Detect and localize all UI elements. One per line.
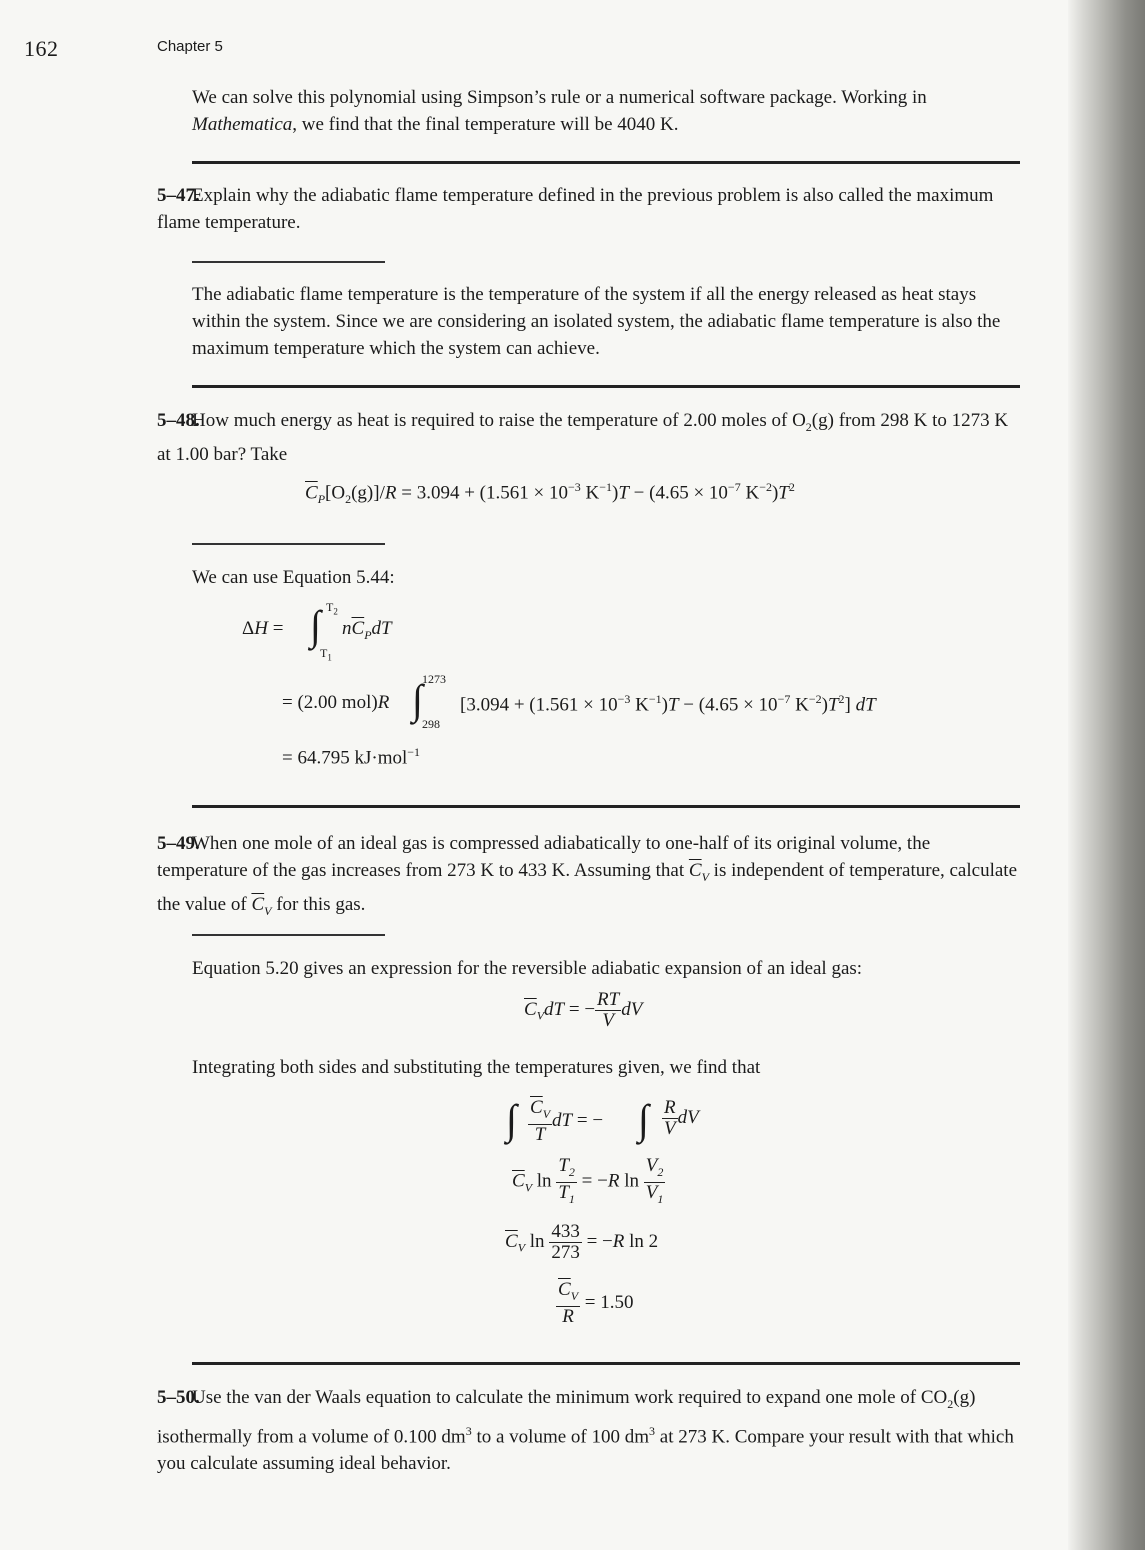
integrated-equation: ∫ $\frac{\overline{C}_V}{T}$ dT = − ∫ $\frac{R}{V}$ dV [506, 1095, 699, 1145]
section-divider [192, 1362, 1020, 1365]
problem-5-50: 5–50.Use the van der Waals equation to calculate the minimum work required to expand one mole of $CO_2(g)$ isothermally from a volume of 0.100 $dm^3$ to a volume of 100 $dm^3$ at 273 K. Compare your result with that which you calculate assuming ideal behavior. [157, 1384, 1022, 1477]
answer-5-49-integrating: Integrating both sides and substituting the temperatures given, we find that [192, 1057, 761, 1078]
problem-5-47 [157, 182, 1022, 236]
problem-number: 5–50. [157, 1387, 200, 1408]
page-binding-shadow [1068, 0, 1145, 1550]
heat-capacity-equation: $\overline{C}_P[O_2(g)]/R = 3.094 + (1.561 \times 10^{-3}$ $K^{-1})T - (4.65 \times 10^{-7}$ $K^{-2})T^2$ [305, 480, 795, 507]
answer-divider [192, 934, 385, 936]
chapter-header: Chapter 5 [157, 38, 223, 55]
answer-divider [192, 261, 385, 263]
answer-5-49-intro: Equation 5.20 gives an expression for the reversible adiabatic expansion of an ideal gas: [192, 958, 863, 979]
intro-paragraph: We can solve this polynomial using Simpson’s rule or a numerical software package. Working in Mathematica, we find that the final temperature will be 4040 K. [192, 87, 927, 135]
enthalpy-integral-substituted: = (2.00 mol)R ∫ 1273 298 [$3.094 + (1.561 \times 10^{-3}$ $K^{-1})T - (4.65 \times 10^{-7}$ $K^{-2})T^2$] dT [282, 672, 876, 731]
problem-number: 5–48. [157, 410, 200, 431]
problem-5-48: 5–48.How much energy as heat is required to raise the temperature of 2.00 moles of $O_2(g)$ from 298 K to 1273 K at 1.00 bar? Take [157, 407, 1022, 468]
problem-number: 5–47. [157, 185, 200, 206]
section-divider [192, 385, 1020, 388]
adiabatic-expansion-equation: $\overline{C}_VdT$ = − $\frac{RT}{V}$ dV [524, 989, 643, 1031]
enthalpy-integral: ΔH = ∫ $T_2$ $T_1$ $n\overline{C}_PdT$ [242, 600, 392, 663]
answer-5-47: The adiabatic flame temperature is the temperature of the system if all the energy released as heat stays within the system. Since we are considering an isolated system, the adiabatic flame temperature is also the maximum temperature which the system can achieve. [192, 284, 1001, 359]
answer-5-48-intro: We can use Equation 5.44: [192, 567, 395, 588]
problem-question: Explain why the adiabatic flame temperature defined in the previous problem is also called the maximum flame temperature. [157, 185, 994, 233]
section-divider [192, 805, 1020, 808]
page-number: 162 [24, 36, 59, 61]
heat-capacity-result: $\frac{\overline{C}_V}{R}$ = 1.50 [558, 1279, 634, 1327]
problem-number: 5–49. [157, 833, 200, 854]
section-divider [192, 161, 1020, 164]
substituted-log-equation: $\overline{C}_V$ ln $\frac{433}{273}$ = −R ln 2 [505, 1221, 659, 1263]
software-name: Mathematica [192, 114, 293, 135]
problem-5-49: 5–49.When one mole of an ideal gas is compressed adiabatically to one-half of its original volume, the temperature of the gas increases from 273 K to 433 K. Assuming that $\overline{C}_V$ is independent of temperature, calculate the value of $\overline{C}_V$ for this gas. [157, 830, 1022, 925]
enthalpy-result: = 64.795 kJ·mol$^{-1}$ [282, 745, 421, 769]
log-ratio-equation: $\overline{C}_V$ ln $\frac{T_2}{T_1}$ = −R ln $\frac{V_2}{V_1}$ [512, 1155, 664, 1206]
answer-divider [192, 543, 385, 545]
